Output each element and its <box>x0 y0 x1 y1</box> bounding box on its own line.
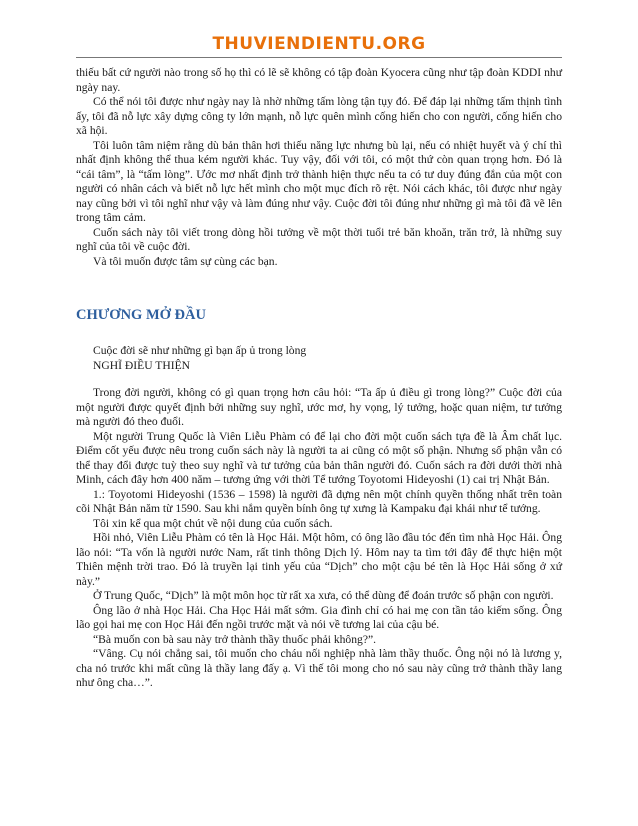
spacer <box>76 373 562 386</box>
chapter-title: CHƯƠNG MỞ ĐẦU <box>76 307 206 323</box>
page-content <box>76 66 562 691</box>
paragraph: Hồi nhỏ, Viên Liễu Phàm có tên là Học Hải. Một hôm, có ông lão đầu tóc đến tìm nhà Học Hải. Ông lão nói: “Ta vốn là người nước Nam, rất tinh thông Dịch lý. Hôm nay ta tìm tới đây để thực hiện một Thiên mệnh trời trao. Đó là truyền lại tinh yếu của “Dịch” cho một cậu bé tên là Học Hải sống ở xứ này.” <box>76 531 562 588</box>
epigraph-line: Cuộc đời sẽ như những gì bạn ấp ủ trong lòng <box>93 344 307 357</box>
site-header: THUVIENDIENTU.ORG <box>212 34 426 54</box>
footnote: 1.: Toyotomi Hideyoshi (1536 – 1598) là người đã dựng nên một chính quyền thống nhất trên toàn cõi Nhật Bản năm từ 1590. Sau khi nắm quyền bính ông tự xưng là Kampaku đại khái như tể tướng. <box>76 487 562 515</box>
paragraph: Tôi luôn tâm niệm rằng dù bản thân hơi thiếu năng lực nhưng bù lại, nếu có nhiệt huyết và ý chí thì nhất định không thể thua kém người khác. Tuy vậy, đối với tôi, có một thứ còn quan trọng hơn. Đó là “cái tâm”, là “tấm lòng”. Ước mơ nhất định trở thành hiện thực nếu ta có tư duy đúng đắn của một con người có nhân cách và biết nỗ lực hết mình cho một mục đích rõ rệt. Nói cách khác, tôi được như ngày nay cũng bởi vì tôi nghĩ như vậy và làm đúng như vậy. Cuộc đời tôi đúng như những gì mà tôi đã vẽ lên trong tâm cảm. <box>76 138 562 224</box>
paragraph: Có thể nói tôi được như ngày nay là nhờ những tấm lòng tận tụy đó. Để đáp lại những tấm thịnh tình ấy, tôi đã nỗ lực xây dựng công ty lớn mạnh, nỗ lực quên mình cống hiến cho con người, cống hiến cho xã hội. <box>76 95 562 137</box>
spacer <box>76 324 562 344</box>
paragraph: thiếu bất cứ người nào trong số họ thì có lẽ sẽ không có tập đoàn Kyocera cũng như tập đoàn KDDI như ngày nay. <box>76 66 562 94</box>
paragraph: Cuốn sách này tôi viết trong dòng hồi tưởng về một thời tuổi trẻ băn khoăn, trăn trở, là những suy nghĩ của tôi về cuộc đời. <box>76 225 562 253</box>
spacer <box>76 269 562 306</box>
paragraph: Ông lão ở nhà Học Hải. Cha Học Hải mất sớm. Gia đình chỉ có hai mẹ con tần tảo kiếm sống. Ông lão gọi hai mẹ con Học Hải đến ngồi trước mặt và nói về tương lai của cậu bé. <box>76 603 562 631</box>
epigraph-heading: NGHĨ ĐIỀU THIỆN <box>93 358 191 372</box>
header-rule <box>76 57 562 58</box>
paragraph: Trong đời người, không có gì quan trọng hơn câu hỏi: “Ta ấp ủ điều gì trong lòng?” Cuộc đời của một người được quyết định bởi những suy nghĩ, ước mơ, hy vọng, lý tưởng, hoặc quan niệm, tư tưởng mà người đó theo đuổi. <box>76 386 562 428</box>
paragraph: Ở Trung Quốc, “Dịch” là một môn học từ rất xa xưa, có thể dùng để đoán trước số phận con người. <box>93 589 554 602</box>
paragraph: Một người Trung Quốc là Viên Liễu Phàm có để lại cho đời một cuốn sách tựa đề là Âm chất lục. Điểm cốt yếu được nêu trong cuốn sách này là người ta ai cũng có một số phận. Nhưng số phận vẫn có thể thay đổi được tuỳ theo suy nghĩ và tư tưởng của bản thân người đó. Cuốn sách ra đời dưới thời nhà Minh, cách đây hơn 400 năm – tương ứng với thời Tể tướng Toyotomi Hideyoshi (1) cai trị Nhật Bản. <box>76 429 562 486</box>
paragraph: “Bà muốn con bà sau này trở thành thầy thuốc phải không?”. <box>93 632 377 646</box>
paragraph: “Vâng. Cụ nói chẳng sai, tôi muốn cho cháu nối nghiệp nhà làm thầy thuốc. Ông nội nó là lương y, cha nó trước khi mất cũng là thầy lang đấy ạ. Vì thế tôi mong cho nó sau này cũng trở thành thầy lang như ông cha…”. <box>76 647 562 689</box>
paragraph: Tôi xin kể qua một chút về nội dung của cuốn sách. <box>93 516 333 530</box>
paragraph: Và tôi muốn được tâm sự cùng các bạn. <box>93 254 278 268</box>
epigraph <box>76 344 562 373</box>
